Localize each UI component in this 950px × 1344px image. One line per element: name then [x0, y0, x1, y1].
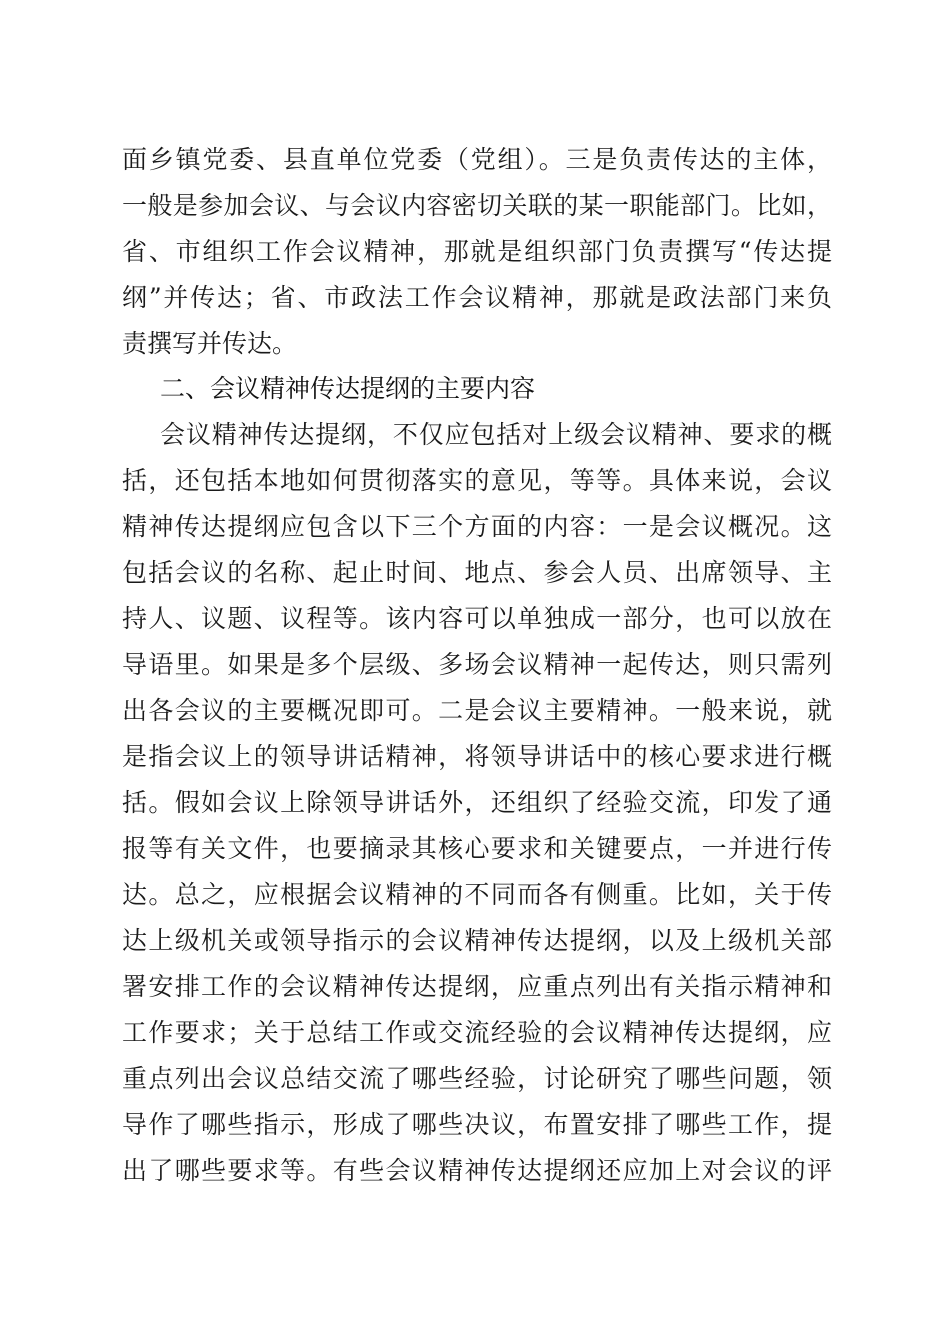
paragraph-line: 精神传达提纲应包含以下三个方面的内容：一是会议概况。这	[122, 512, 832, 541]
paragraph-line: 面乡镇党委、县直单位党委（党组）。三是负责传达的主体，	[122, 145, 832, 174]
paragraph-line: 工作要求；关于总结工作或交流经验的会议精神传达提纲，应	[122, 1018, 832, 1047]
paragraph-line: 达。总之，应根据会议精神的不同而各有侧重。比如，关于传	[122, 880, 832, 909]
paragraph-line: 括。假如会议上除领导讲话外，还组织了经验交流，印发了通	[122, 788, 832, 817]
paragraph-line: 持人、议题、议程等。该内容可以单独成一部分，也可以放在	[122, 604, 832, 633]
paragraph-line: 会议精神传达提纲，不仅应包括对上级会议精神、要求的概	[160, 420, 832, 449]
paragraph-line: 是指会议上的领导讲话精神，将领导讲话中的核心要求进行概	[122, 742, 832, 771]
paragraph-line: 达上级机关或领导指示的会议精神传达提纲，以及上级机关部	[122, 926, 832, 955]
paragraph-line: 重点列出会议总结交流了哪些经验，讨论研究了哪些问题，领	[122, 1064, 832, 1093]
paragraph-line: 责撰写并传达。	[122, 329, 298, 358]
paragraph-line: 出了哪些要求等。有些会议精神传达提纲还应加上对会议的评	[122, 1156, 832, 1185]
paragraph-line: 一般是参加会议、与会议内容密切关联的某一职能部门。比如，	[122, 191, 832, 220]
paragraph-line: 导作了哪些指示，形成了哪些决议，布置安排了哪些工作，提	[122, 1110, 832, 1139]
paragraph-line: 署安排工作的会议精神传达提纲，应重点列出有关指示精神和	[122, 972, 832, 1001]
paragraph-line: 导语里。如果是多个层级、多场会议精神一起传达，则只需列	[122, 650, 832, 679]
paragraph-line: 出各会议的主要概况即可。二是会议主要精神。一般来说，就	[122, 696, 832, 725]
paragraph-line: 报等有关文件，也要摘录其核心要求和关键要点，一并进行传	[122, 834, 832, 863]
paragraph-line: 包括会议的名称、起止时间、地点、参会人员、出席领导、主	[122, 558, 832, 587]
section-heading: 二、会议精神传达提纲的主要内容	[160, 374, 536, 403]
paragraph-line: 省、市组织工作会议精神，那就是组织部门负责撰写“传达提	[122, 237, 832, 266]
paragraph-line: 括，还包括本地如何贯彻落实的意见，等等。具体来说，会议	[122, 466, 832, 495]
paragraph-line: 纲”并传达；省、市政法工作会议精神，那就是政法部门来负	[122, 283, 832, 312]
